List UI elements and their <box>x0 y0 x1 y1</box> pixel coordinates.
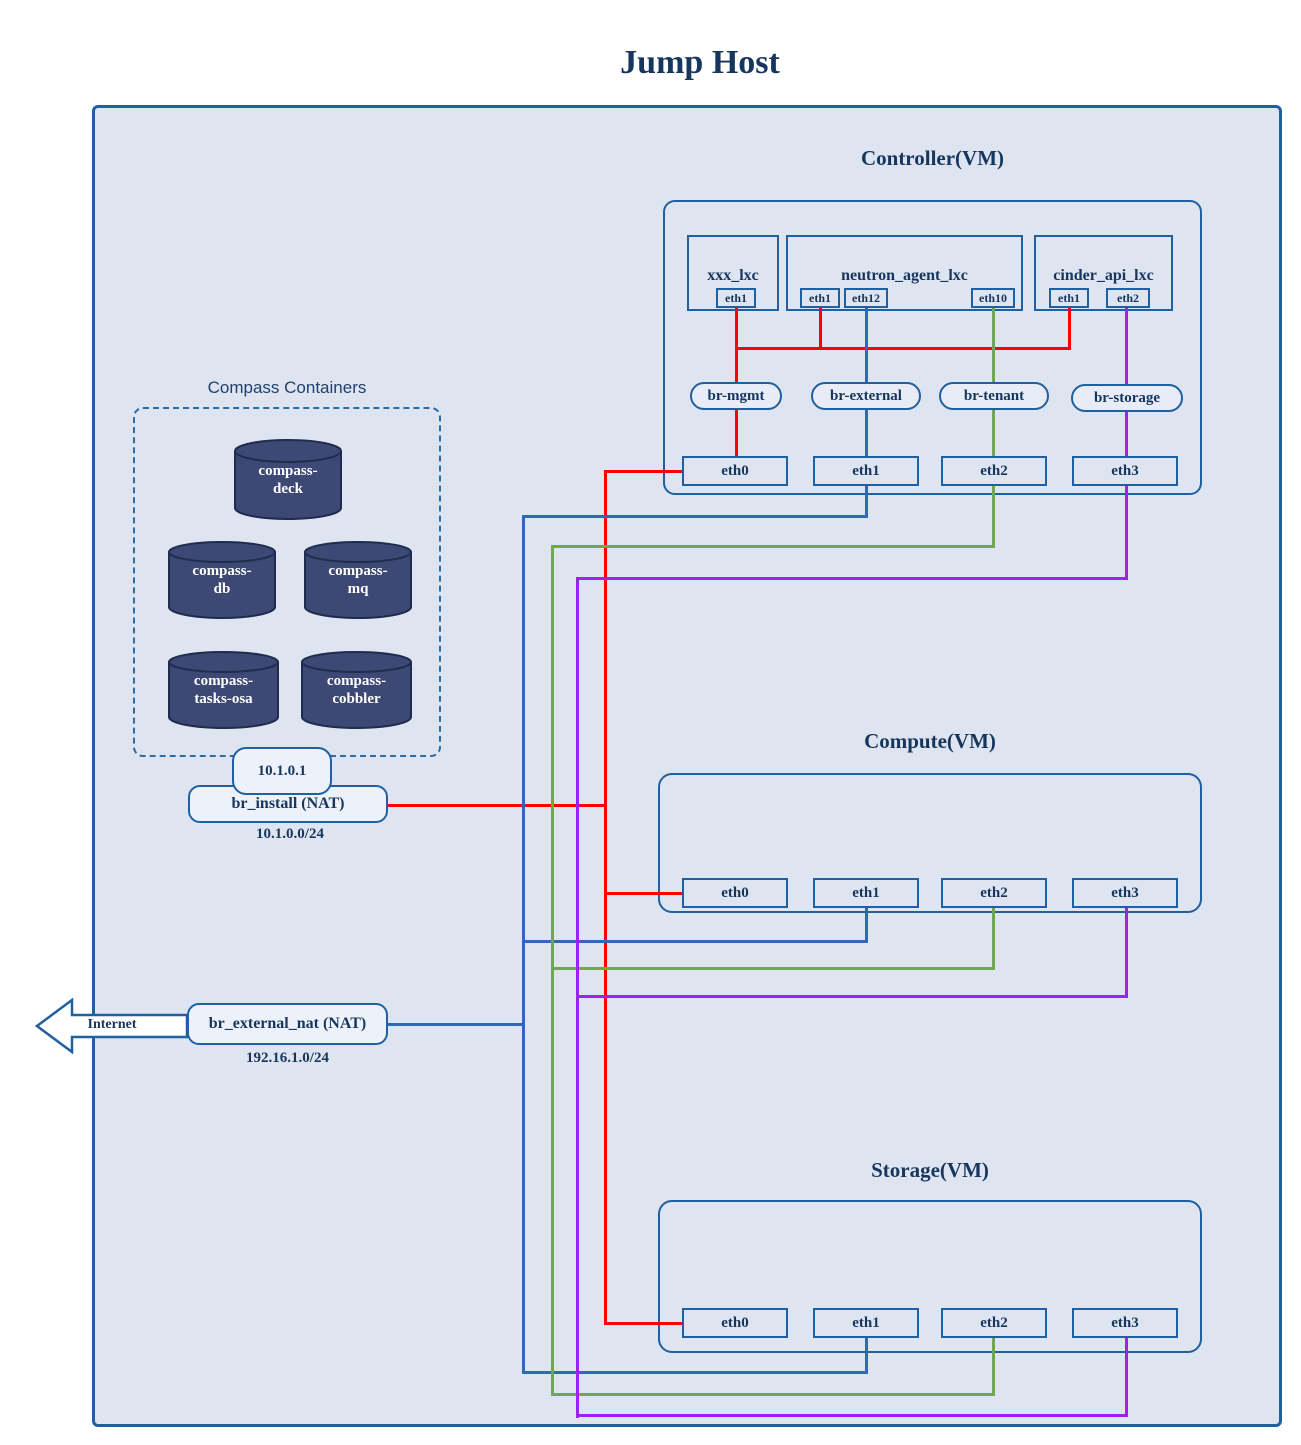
compute-title: Compute(VM) <box>864 729 996 753</box>
compute-nic-eth3: eth3 <box>1072 878 1178 908</box>
red-link-segment <box>604 470 607 1324</box>
compass-cobbler-label: compass- cobbler <box>326 673 387 707</box>
compute-nic-eth2: eth2 <box>941 878 1047 908</box>
storage-nic-eth1: eth1 <box>813 1308 919 1338</box>
cinder-port-eth1: eth1 <box>1049 288 1089 308</box>
cinder-port-eth2: eth2 <box>1106 288 1150 308</box>
red-link-segment <box>1068 308 1071 350</box>
compute-nic-eth0: eth0 <box>682 878 788 908</box>
install-ip-box: 10.1.0.1 <box>232 747 332 795</box>
blue-link-segment <box>388 1023 525 1026</box>
green-link-segment <box>551 545 995 548</box>
xxx-lxc-port-eth1: eth1 <box>716 288 756 308</box>
red-link-segment <box>735 308 738 350</box>
green-link-segment <box>551 545 554 1396</box>
compass-tasks-osa-cylinder <box>167 650 280 730</box>
compass-mq-label: compass- mq <box>328 563 388 597</box>
controller-nic-eth0: eth0 <box>682 456 788 486</box>
purple-link-segment <box>576 1414 1128 1417</box>
compass-db-cylinder <box>167 540 277 620</box>
red-link-segment <box>819 308 822 350</box>
compass-deck-cylinder <box>233 438 343 522</box>
neutron-port-eth10: eth10 <box>971 288 1015 308</box>
purple-link-segment <box>1125 1338 1128 1417</box>
neutron-agent-lxc-label: neutron_agent_lxc <box>841 267 968 284</box>
red-link-segment <box>735 347 1071 350</box>
external-subnet-label: 192.16.1.0/24 <box>246 1050 329 1066</box>
blue-link-segment <box>865 486 868 518</box>
storage-nic-eth3: eth3 <box>1072 1308 1178 1338</box>
blue-link-segment <box>865 1338 868 1374</box>
blue-link-segment <box>522 940 868 943</box>
page-title: Jump Host <box>620 44 780 81</box>
green-link-segment <box>551 1393 995 1396</box>
controller-nic-eth2: eth2 <box>941 456 1047 486</box>
controller-nic-eth1: eth1 <box>813 456 919 486</box>
compass-db-label: compass- db <box>192 563 252 597</box>
neutron-port-eth12: eth12 <box>844 288 888 308</box>
storage-nic-eth2: eth2 <box>941 1308 1047 1338</box>
br-storage-pill: br-storage <box>1071 384 1183 412</box>
compute-nic-eth1: eth1 <box>813 878 919 908</box>
blue-link-segment <box>522 1371 868 1374</box>
purple-link-segment <box>1125 308 1128 458</box>
red-link-segment <box>604 470 684 473</box>
compass-deck-label: compass- deck <box>258 463 318 497</box>
br-external-pill: br-external <box>811 382 921 410</box>
purple-link-segment <box>576 995 1128 998</box>
internet-label: Internet <box>87 1017 137 1032</box>
compass-cobbler-cylinder <box>300 650 413 730</box>
br-external-nat-box: br_external_nat (NAT) <box>187 1003 388 1045</box>
purple-link-segment <box>576 577 1128 580</box>
red-link-segment <box>604 1322 684 1325</box>
br-install-box: br_install (NAT) <box>188 785 388 823</box>
install-subnet-label: 10.1.0.0/24 <box>256 826 324 842</box>
green-link-segment <box>551 967 995 970</box>
controller-title: Controller(VM) <box>860 146 1005 170</box>
blue-link-segment <box>865 908 868 943</box>
green-link-segment <box>992 486 995 548</box>
purple-link-segment <box>1125 486 1128 580</box>
green-link-segment <box>992 908 995 970</box>
xxx-lxc-label: xxx_lxc <box>707 267 759 284</box>
red-link-segment <box>604 892 684 895</box>
neutron-port-eth1: eth1 <box>800 288 840 308</box>
storage-title: Storage(VM) <box>871 1158 989 1182</box>
br-tenant-pill: br-tenant <box>939 382 1049 410</box>
red-link-segment <box>388 804 607 807</box>
blue-link-segment <box>522 515 525 1374</box>
br-mgmt-pill: br-mgmt <box>690 382 782 410</box>
green-link-segment <box>992 1338 995 1396</box>
cinder-api-lxc-label: cinder_api_lxc <box>1053 267 1154 284</box>
compass-tasks-osa-label: compass- tasks-osa <box>193 673 254 707</box>
compass-title: Compass Containers <box>207 378 367 397</box>
storage-nic-eth0: eth0 <box>682 1308 788 1338</box>
controller-nic-eth3: eth3 <box>1072 456 1178 486</box>
blue-link-segment <box>522 515 868 518</box>
compass-mq-cylinder <box>303 540 413 620</box>
purple-link-segment <box>1125 908 1128 998</box>
